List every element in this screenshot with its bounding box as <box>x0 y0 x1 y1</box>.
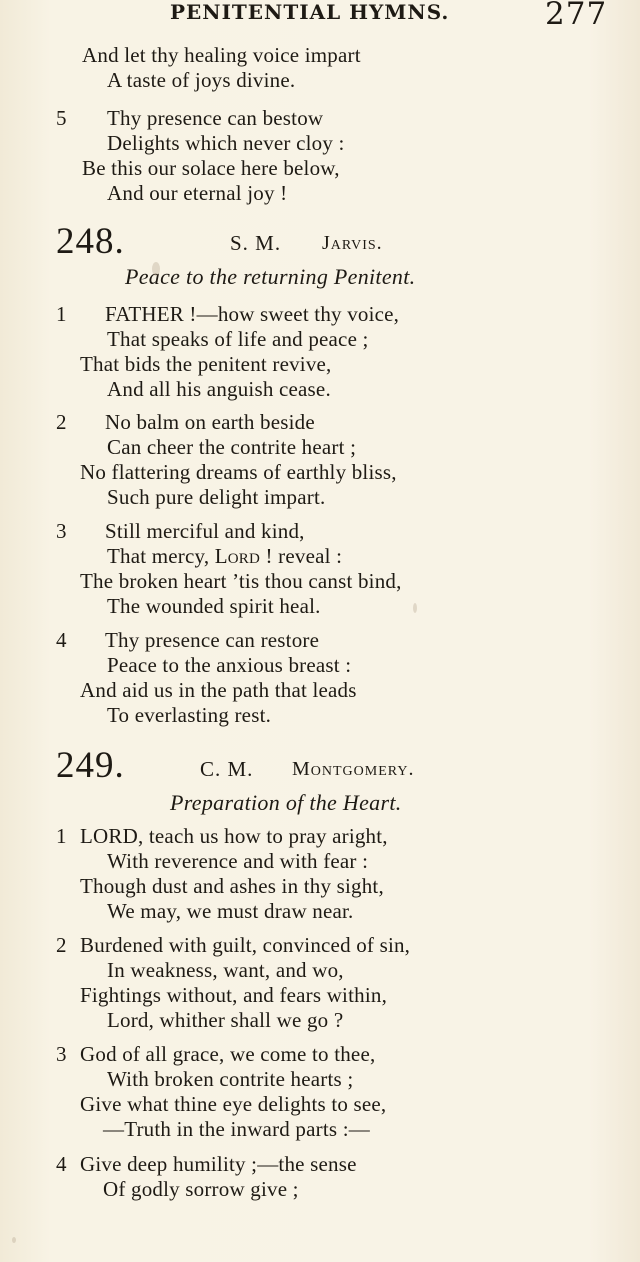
verse-line: Give deep humility ;—the sense <box>80 1152 357 1176</box>
continuation-line-2: A taste of joys divine. <box>107 68 296 92</box>
verse-line: With reverence and with fear : <box>107 849 369 873</box>
paper-speck <box>12 1237 16 1243</box>
verse-line: Thy presence can bestow <box>107 106 324 130</box>
verse-line: With broken contrite hearts ; <box>107 1067 354 1091</box>
verse-line-text: That mercy, <box>107 544 215 568</box>
verse-line: That speaks of life and peace ; <box>107 327 369 351</box>
verse-line: Give what thine eye delights to see, <box>80 1092 387 1116</box>
running-title: PENITENTIAL HYMNS. <box>170 0 450 24</box>
paper-speck <box>152 262 160 276</box>
hymn-author: Jarvis. <box>322 232 383 254</box>
verse-number: 1 <box>56 824 67 848</box>
verse-line: Delights which never cloy : <box>107 131 345 155</box>
verse-line: To everlasting rest. <box>107 703 272 727</box>
verse-line: Burdened with guilt, convinced of sin, <box>80 933 411 957</box>
verse-line: Be this our solace here below, <box>82 156 340 180</box>
verse-line: And all his anguish cease. <box>107 377 331 401</box>
verse-line: Of godly sorrow give ; <box>103 1177 299 1201</box>
verse-line: No flattering dreams of earthly bliss, <box>80 460 397 484</box>
lord-smallcaps: Lord <box>214 544 261 568</box>
verse-number: 1 <box>56 302 67 326</box>
verse-line: The broken heart ’tis thou canst bind, <box>80 569 402 593</box>
verse-line: LORD, teach us how to pray aright, <box>80 824 388 848</box>
verse-line: And aid us in the path that leads <box>80 678 357 702</box>
verse-number: 5 <box>56 106 67 130</box>
verse-line: Can cheer the contrite heart ; <box>107 435 357 459</box>
verse-line: God of all grace, we come to thee, <box>80 1042 376 1066</box>
verse-number: 2 <box>56 410 67 434</box>
page-number: 277 <box>545 0 608 32</box>
hymn-subtitle: Peace to the returning Penitent. <box>125 264 416 289</box>
running-head <box>170 0 500 24</box>
verse-line: Though dust and ashes in thy sight, <box>80 874 384 898</box>
paper-speck <box>413 603 417 613</box>
verse-line: Thy presence can restore <box>105 628 320 652</box>
verse-line: —Truth in the inward parts :— <box>103 1117 370 1141</box>
hymn-author: Montgomery. <box>292 758 415 780</box>
hymn-subtitle: Preparation of the Heart. <box>170 790 402 815</box>
verse-line: Peace to the anxious breast : <box>107 653 352 677</box>
verse-number: 3 <box>56 1042 67 1066</box>
verse-line-text: ! reveal : <box>260 544 343 568</box>
verse-line: We may, we must draw near. <box>107 899 354 923</box>
verse-number: 4 <box>56 1152 67 1176</box>
hymn-number-249: 249. <box>56 745 125 786</box>
hymn-meter: C. M. <box>200 757 254 781</box>
hymn-number-248: 248. <box>56 221 125 262</box>
verse-line: No balm on earth beside <box>105 410 315 434</box>
verse-line <box>107 546 342 567</box>
verse-line: And our eternal joy ! <box>107 181 288 205</box>
continuation-line-1: And let thy healing voice impart <box>82 43 361 67</box>
verse-line: That bids the penitent revive, <box>80 352 332 376</box>
verse-line: Still merciful and kind, <box>105 519 305 543</box>
verse-number: 4 <box>56 628 67 652</box>
verse-line: In weakness, want, and wo, <box>107 958 344 982</box>
verse-line: FATHER !—how sweet thy voice, <box>105 302 400 326</box>
verse-number: 3 <box>56 519 67 543</box>
verse-line: The wounded spirit heal. <box>107 594 321 618</box>
hymn-meter: S. M. <box>230 231 282 255</box>
verse-line: Such pure delight impart. <box>107 485 326 509</box>
verse-number: 2 <box>56 933 67 957</box>
verse-line: Fightings without, and fears within, <box>80 983 388 1007</box>
verse-line: Lord, whither shall we go ? <box>107 1008 344 1032</box>
